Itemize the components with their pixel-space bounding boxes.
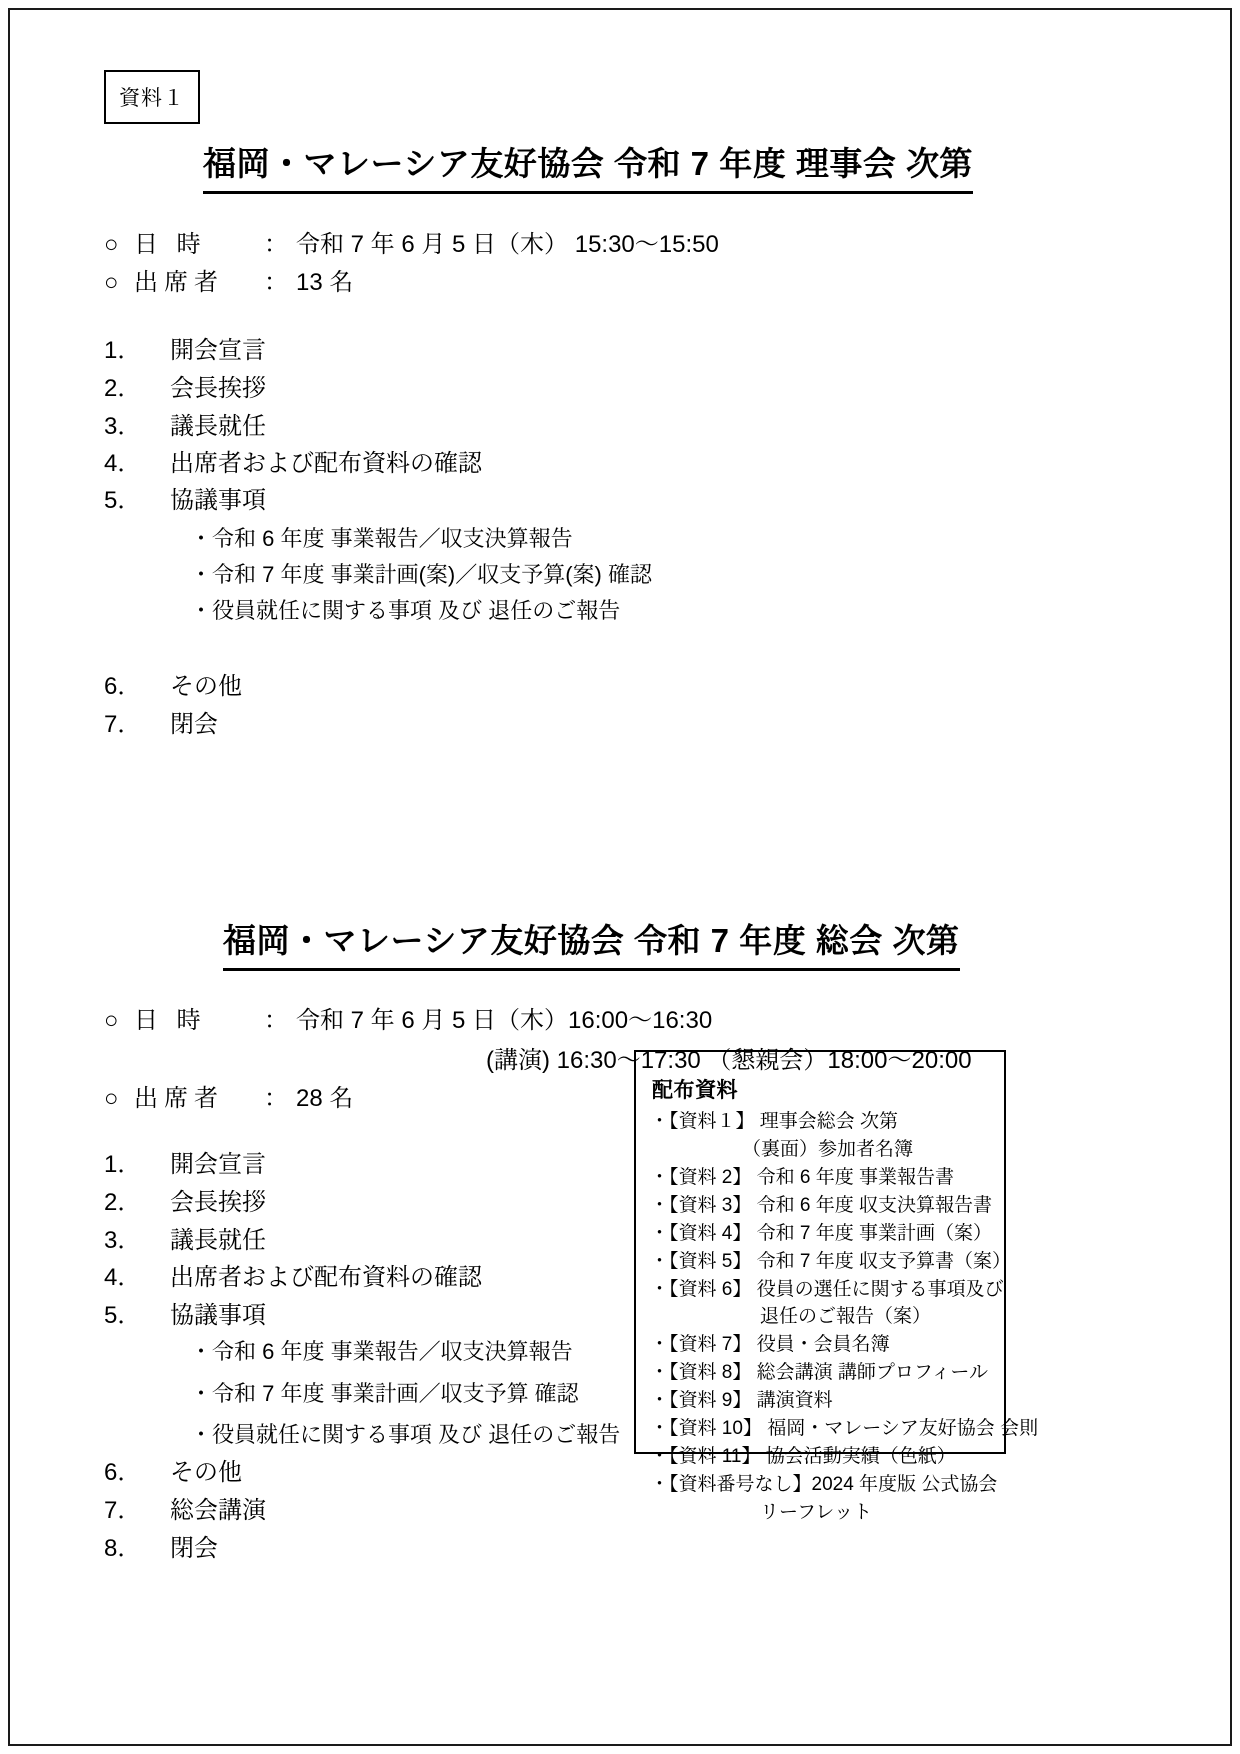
agenda-sub-item: ・役員就任に関する事項 及び 退任のご報告	[190, 1422, 621, 1447]
handout-list-item: ・【資料１】 理事会総会 次第	[650, 1111, 899, 1132]
meta-value-attendees: 13 名	[296, 269, 354, 296]
agenda-number: 6．	[104, 1459, 142, 1486]
agenda-sub-item: ・令和 6 年度 事業報告／収支決算報告	[190, 526, 573, 551]
agenda-number: 1．	[104, 337, 142, 364]
meta-colon: ：	[264, 1007, 288, 1034]
agenda-sub-item: ・令和 7 年度 事業計画(案)／収支予算(案) 確認	[190, 562, 652, 587]
agenda-item	[104, 1295, 266, 1330]
agenda-sub-item: ・令和 7 年度 事業計画／収支予算 確認	[190, 1381, 579, 1406]
agenda-item	[104, 1220, 266, 1255]
agenda-item	[104, 443, 482, 478]
meta-value-datetime: 令和 7 年 6 月 5 日（木）16:00〜16:30	[296, 1007, 713, 1034]
agenda-number: 8．	[104, 1535, 142, 1562]
agenda-label: 出席者および配布資料の確認	[170, 1264, 482, 1291]
agenda-number: 5．	[104, 487, 142, 514]
handout-list-item: ・【資料 10】 福岡・マレーシア友好協会 会則	[650, 1418, 1039, 1440]
handout-list-item: ・【資料 2】 令和 6 年度 事業報告書	[650, 1166, 955, 1188]
agenda-item	[104, 480, 266, 515]
agenda-number: 4．	[104, 450, 142, 477]
document-tag-label: 資料１	[119, 87, 185, 110]
section-title-general-meeting: 福岡・マレーシア友好協会 令和 7 年度 総会 次第	[223, 915, 960, 971]
agenda-number: 5．	[104, 1302, 142, 1329]
meta-colon: ：	[264, 231, 288, 258]
handouts-title: 配布資料	[652, 1079, 738, 1102]
agenda-label: 開会宣言	[170, 337, 266, 364]
handout-list-item: ・【資料 7】 役員・会員名簿	[650, 1334, 890, 1356]
agenda-number: 4．	[104, 1264, 142, 1291]
agenda-label: 出席者および配布資料の確認	[170, 450, 482, 477]
document-tag-badge	[104, 70, 200, 124]
agenda-item	[104, 1452, 242, 1487]
agenda-number: 6．	[104, 673, 142, 700]
handout-list-item: （裏面）参加者名簿	[742, 1138, 914, 1160]
bullet-circle-icon: ○	[104, 269, 119, 296]
agenda-item	[104, 368, 266, 403]
agenda-item	[104, 704, 218, 739]
meta-label-datetime: 日 時	[134, 231, 207, 258]
section-title-board-meeting: 福岡・マレーシア友好協会 令和 7 年度 理事会 次第	[203, 138, 973, 194]
agenda-sub-item: ・令和 6 年度 事業報告／収支決算報告	[190, 1339, 573, 1364]
meta-label-attendees: 出席者	[134, 269, 224, 296]
handout-list-item: リーフレット	[760, 1501, 873, 1523]
agenda-label: その他	[170, 1459, 242, 1486]
handout-list-item: ・【資料 9】 講演資料	[650, 1390, 833, 1412]
agenda-label: 議長就任	[170, 413, 266, 440]
agenda-item	[104, 1528, 218, 1563]
meta-colon: ：	[264, 269, 288, 296]
handout-list-item: ・【資料 4】 令和 7 年度 事業計画（案）	[650, 1222, 993, 1244]
agenda-label: 総会講演	[170, 1497, 266, 1524]
bullet-circle-icon: ○	[104, 1007, 119, 1034]
agenda-number: 7．	[104, 711, 142, 738]
agenda-label: 閉会	[170, 1535, 218, 1562]
meta-label-attendees: 出席者	[134, 1085, 224, 1112]
agenda-item	[104, 1490, 266, 1525]
handouts-box	[634, 1050, 1039, 1523]
agenda-item	[104, 666, 242, 701]
agenda-item	[104, 330, 266, 365]
agenda-sub-item: ・役員就任に関する事項 及び 退任のご報告	[190, 598, 621, 623]
meta-value-datetime-secondary: (講演) 16:30〜17:30 （懇親会）18:00〜20:00	[486, 1047, 972, 1074]
agenda-number: 2．	[104, 1189, 142, 1216]
agenda-number: 1．	[104, 1151, 142, 1178]
handout-list-item: ・【資料 5】 令和 7 年度 収支予算書（案）	[650, 1250, 1012, 1272]
agenda-number: 7．	[104, 1497, 142, 1524]
agenda-item	[104, 406, 266, 441]
agenda-label: 議長就任	[170, 1227, 266, 1254]
agenda-label: その他	[170, 673, 242, 700]
meta-row-general-datetime	[104, 1000, 712, 1035]
handout-list-item: ・【資料番号なし】2024 年度版 公式協会	[650, 1473, 998, 1495]
handout-list-item: ・【資料 8】 総会講演 講師プロフィール	[650, 1362, 989, 1384]
meta-row-general-attendees	[104, 1078, 353, 1113]
agenda-item	[104, 1144, 266, 1179]
meta-value-datetime: 令和 7 年 6 月 5 日（木） 15:30〜15:50	[296, 231, 719, 258]
agenda-label: 閉会	[170, 711, 218, 738]
bullet-circle-icon: ○	[104, 231, 119, 258]
meta-label-datetime: 日 時	[134, 1007, 207, 1034]
agenda-item	[104, 1182, 266, 1217]
agenda-number: 3．	[104, 413, 142, 440]
agenda-number: 2．	[104, 375, 142, 402]
meta-row-board-attendees	[104, 262, 353, 297]
agenda-number: 3．	[104, 1227, 142, 1254]
agenda-label: 会長挨拶	[170, 1189, 266, 1216]
agenda-label: 協議事項	[170, 1302, 266, 1329]
agenda-label: 会長挨拶	[170, 375, 266, 402]
meta-row-board-datetime	[104, 224, 719, 259]
meta-value-attendees: 28 名	[296, 1085, 354, 1112]
bullet-circle-icon: ○	[104, 1085, 119, 1112]
meta-colon: ：	[264, 1085, 288, 1112]
handout-list-item: ・【資料 11】 協会活動実績（色紙）	[650, 1446, 956, 1468]
agenda-label: 開会宣言	[170, 1151, 266, 1178]
agenda-item	[104, 1257, 482, 1292]
handout-list-item: ・【資料 3】 令和 6 年度 収支決算報告書	[650, 1194, 993, 1216]
handout-list-item: ・【資料 6】 役員の選任に関する事項及び	[650, 1278, 1004, 1300]
handout-list-item: 退任のご報告（案）	[760, 1306, 932, 1328]
agenda-label: 協議事項	[170, 487, 266, 514]
